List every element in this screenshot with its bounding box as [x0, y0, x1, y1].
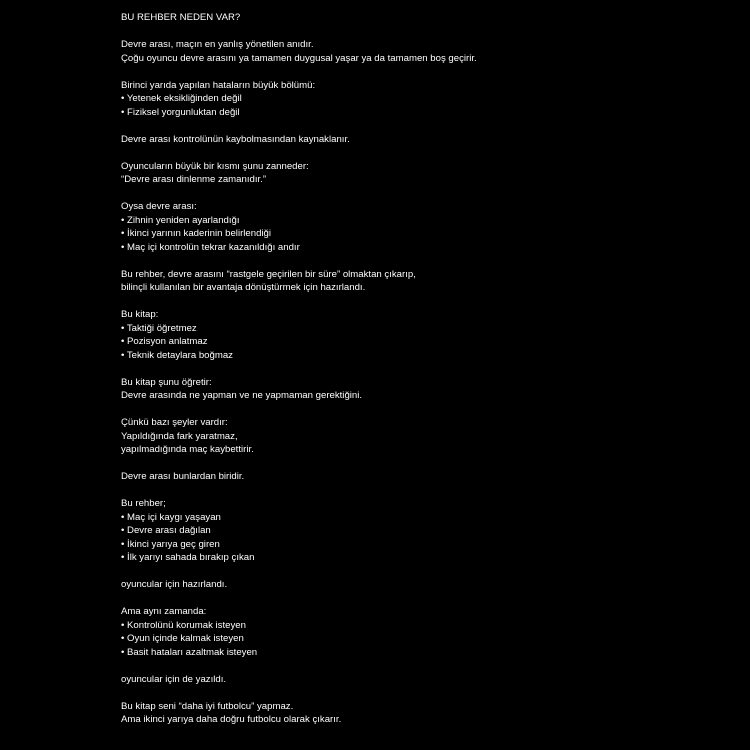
bullet-item: • İkinci yarıya geç giren: [121, 538, 220, 550]
paragraph: [121, 700, 721, 727]
paragraph: [121, 605, 721, 659]
paragraph: [121, 578, 721, 592]
paragraph: [121, 268, 721, 295]
text-line: oyuncular için hazırlandı.: [121, 579, 228, 590]
text-line: “Devre arası dinlenme zamanıdır.”: [121, 174, 267, 185]
text-line: Devre arası bunlardan biridir.: [121, 471, 245, 482]
text-line: Bu rehber, devre arasını “rastgele geçirilen bir süre” olmaktan çıkarıp,: [121, 268, 416, 280]
paragraph: [121, 79, 721, 120]
document-title-block: [121, 11, 721, 25]
text-line: Bu kitap şunu öğretir:: [121, 376, 212, 388]
paragraph: [121, 308, 721, 362]
paragraph: [121, 416, 721, 457]
bullet-item: • Pozisyon anlatmaz: [121, 336, 208, 347]
bullet-item: • Basit hataları azaltmak isteyen: [121, 646, 258, 658]
text-line: Devre arası kontrolünün kaybolmasından kaynaklanır.: [121, 133, 350, 145]
bullet-item: • Teknik detaylara boğmaz: [121, 349, 233, 361]
paragraph: [121, 673, 721, 687]
text-line: Bu kitap seni “daha iyi futbolcu” yapmaz.: [121, 700, 294, 712]
paragraph: [121, 497, 721, 565]
document-body: [121, 11, 721, 740]
text-line: Bu kitap:: [121, 309, 159, 320]
bullet-item: • Zihnin yeniden ayarlandığı: [121, 214, 240, 226]
paragraph: [121, 470, 721, 484]
text-line: Ama ikinci yarıya daha doğru futbolcu olarak çıkarır.: [121, 714, 342, 725]
text-line: oyuncular için de yazıldı.: [121, 673, 227, 685]
text-line: Bu rehber;: [121, 498, 166, 509]
bullet-item: • Maç içi kontrolün tekrar kazanıldığı andır: [121, 241, 300, 253]
bullet-item: • Kontrolünü korumak isteyen: [121, 619, 246, 631]
text-line: Oysa devre arası:: [121, 201, 197, 212]
bullet-item: • Yetenek eksikliğinden değil: [121, 93, 242, 104]
text-line: yapılmadığında maç kaybettirir.: [121, 444, 254, 455]
bullet-item: • Devre arası dağılan: [121, 525, 211, 536]
paragraph: [121, 133, 721, 147]
paragraph: [121, 160, 721, 187]
text-line: Çoğu oyuncu devre arasını ya tamamen duygusal yaşar ya da tamamen boş geçirir.: [121, 52, 477, 64]
text-line: bilinçli kullanılan bir avantaja dönüştürmek için hazırlandı.: [121, 282, 366, 293]
text-line: Yapıldığında fark yaratmaz,: [121, 430, 238, 442]
paragraph: [121, 376, 721, 403]
document-title: BU REHBER NEDEN VAR?: [121, 12, 241, 23]
bullet-item: • Oyun içinde kalmak isteyen: [121, 633, 244, 644]
paragraph-list: [121, 38, 721, 727]
bullet-item: • Maç içi kaygı yaşayan: [121, 511, 221, 523]
bullet-item: • İkinci yarının kaderinin belirlendiği: [121, 228, 272, 239]
text-line: Çünkü bazı şeyler vardır:: [121, 417, 228, 428]
text-line: Devre arasında ne yapman ve ne yapmaman gerektiğini.: [121, 390, 363, 401]
bullet-item: • Taktiği öğretmez: [121, 322, 197, 334]
bullet-item: • Fiziksel yorgunluktan değil: [121, 106, 240, 118]
bullet-item: • İlk yarıyı sahada bırakıp çıkan: [121, 552, 255, 563]
paragraph: [121, 200, 721, 254]
text-line: Oyuncuların büyük bir kısmı şunu zanneder:: [121, 160, 309, 172]
text-line: Devre arası, maçın en yanlış yönetilen anıdır.: [121, 39, 314, 50]
text-line: Birinci yarıda yapılan hataların büyük bölümü:: [121, 79, 316, 91]
text-line: Ama aynı zamanda:: [121, 606, 207, 617]
paragraph: [121, 38, 721, 65]
